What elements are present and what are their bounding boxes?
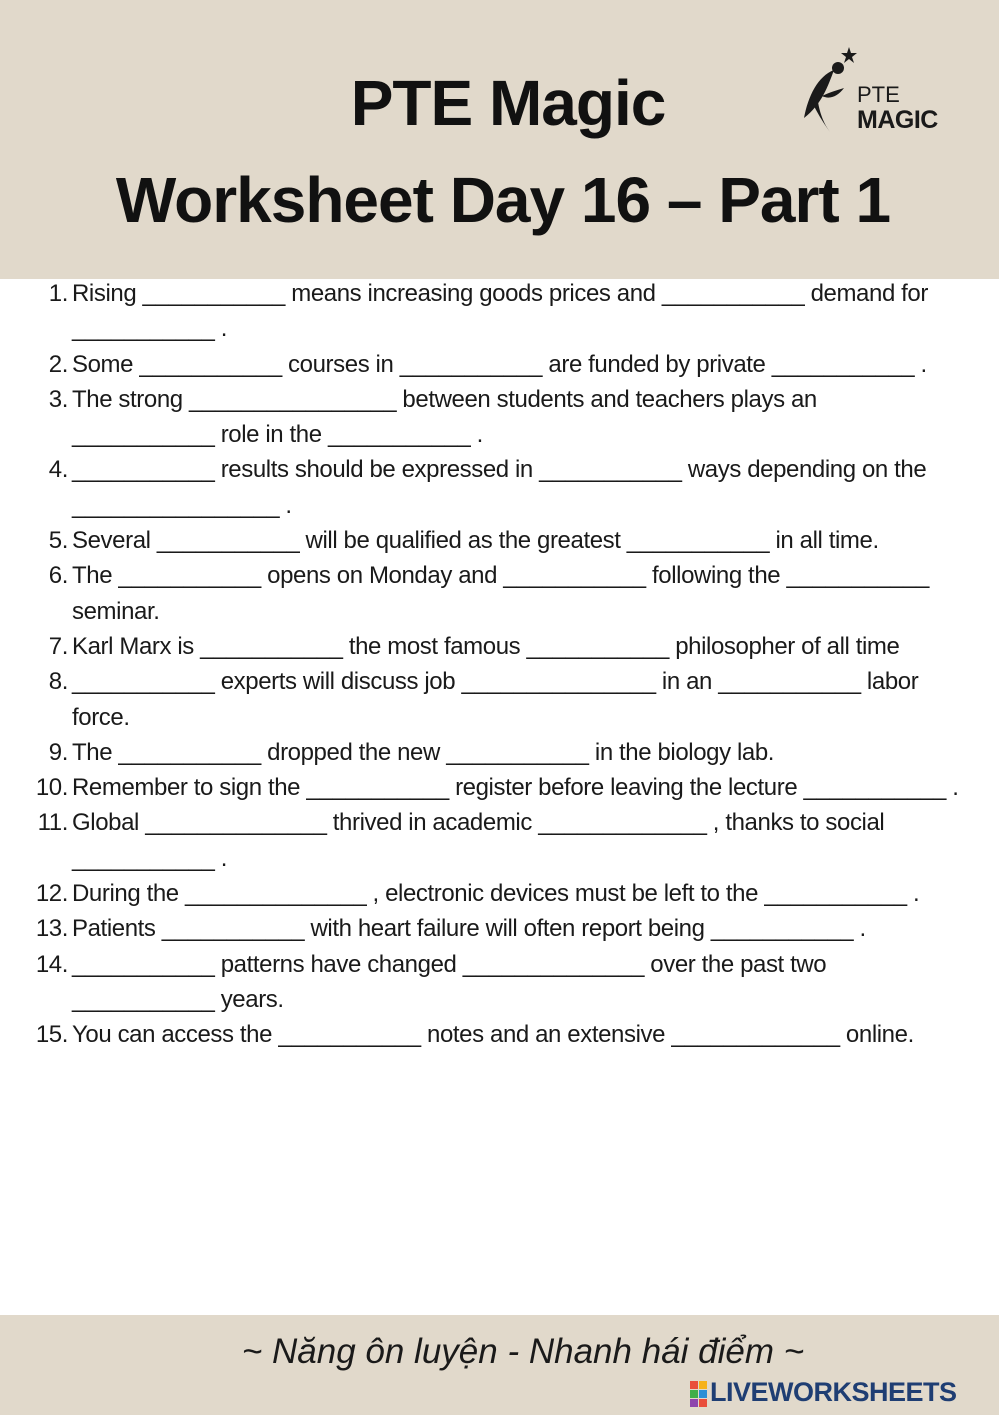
footer-slogan: ~ Năng ôn luyện - Nhanh hái điểm ~ — [241, 1332, 805, 1371]
question-text: Patients ___________ with heart failure will often report being ___________ . — [72, 915, 866, 943]
question-item — [0, 770, 999, 805]
question-list — [0, 276, 999, 1053]
question-text: ___________ patterns have changed ______________ over the past two ___________ years. — [72, 950, 827, 1013]
pte-magic-logo — [798, 44, 958, 136]
question-item — [0, 382, 999, 453]
question-number: 11. — [37, 809, 68, 837]
question-item — [0, 805, 999, 876]
question-text: The ___________ dropped the new ___________ in the biology lab. — [72, 738, 775, 766]
question-item — [0, 452, 999, 523]
question-number: 10. — [35, 774, 68, 802]
question-text: Global ______________ thrived in academic _____________ , thanks to social ___________ . — [72, 809, 885, 872]
question-number: 14. — [35, 950, 68, 978]
question-text: Several ___________ will be qualified as the greatest ___________ in all time. — [72, 527, 879, 555]
question-number: 2. — [48, 350, 68, 378]
question-item — [0, 1017, 999, 1052]
question-number: 6. — [48, 562, 68, 590]
question-item — [0, 911, 999, 946]
question-item — [0, 558, 999, 629]
footer-band — [0, 1315, 999, 1415]
question-text: Some ___________ courses in ___________ are funded by private ___________ . — [72, 350, 927, 378]
logo-text-magic: MAGIC — [857, 106, 938, 134]
question-number: 13. — [35, 915, 68, 943]
question-text: ___________ experts will discuss job _______________ in an ___________ labor force. — [72, 668, 919, 731]
pte-magic-logo-icon — [798, 44, 858, 136]
question-number: 5. — [48, 527, 68, 555]
liveworksheets-text: LIVEWORKSHEETS — [710, 1377, 957, 1407]
question-item — [0, 664, 999, 735]
logo-text-pte: PTE — [857, 82, 900, 107]
question-text: The strong ________________ between students and teachers plays an ___________ role in the ___________ . — [72, 385, 817, 449]
question-text: Remember to sign the ___________ register before leaving the lecture ___________ . — [72, 774, 959, 802]
page-subtitle: Worksheet Day 16 – Part 1 — [115, 164, 891, 236]
page-title: PTE Magic — [350, 67, 666, 139]
question-number: 3. — [48, 385, 68, 413]
question-text: ___________ results should be expressed in ___________ ways depending on the ________________ . — [72, 456, 927, 519]
question-number: 4. — [48, 456, 68, 484]
question-text: The ___________ opens on Monday and ___________ following the ___________ seminar. — [72, 562, 929, 625]
question-item — [0, 523, 999, 558]
question-text: Karl Marx is ___________ the most famous ___________ philosopher of all time — [72, 632, 900, 660]
header-band — [0, 0, 999, 279]
question-number: 12. — [35, 880, 68, 908]
question-item — [0, 276, 999, 347]
question-text: Rising ___________ means increasing goods prices and ___________ demand for ___________ . — [72, 280, 928, 343]
question-item — [0, 347, 999, 382]
question-item — [0, 735, 999, 770]
question-item — [0, 629, 999, 664]
question-number: 1. — [48, 280, 68, 307]
question-number: 8. — [48, 668, 68, 696]
question-number: 9. — [48, 738, 68, 766]
question-text: During the ______________ , electronic devices must be left to the ___________ . — [72, 880, 920, 908]
question-item — [0, 947, 999, 1018]
question-number: 15. — [35, 1021, 68, 1049]
question-number: 7. — [48, 632, 68, 660]
question-text: You can access the ___________ notes and an extensive _____________ online. — [72, 1021, 914, 1049]
question-item — [0, 876, 999, 911]
